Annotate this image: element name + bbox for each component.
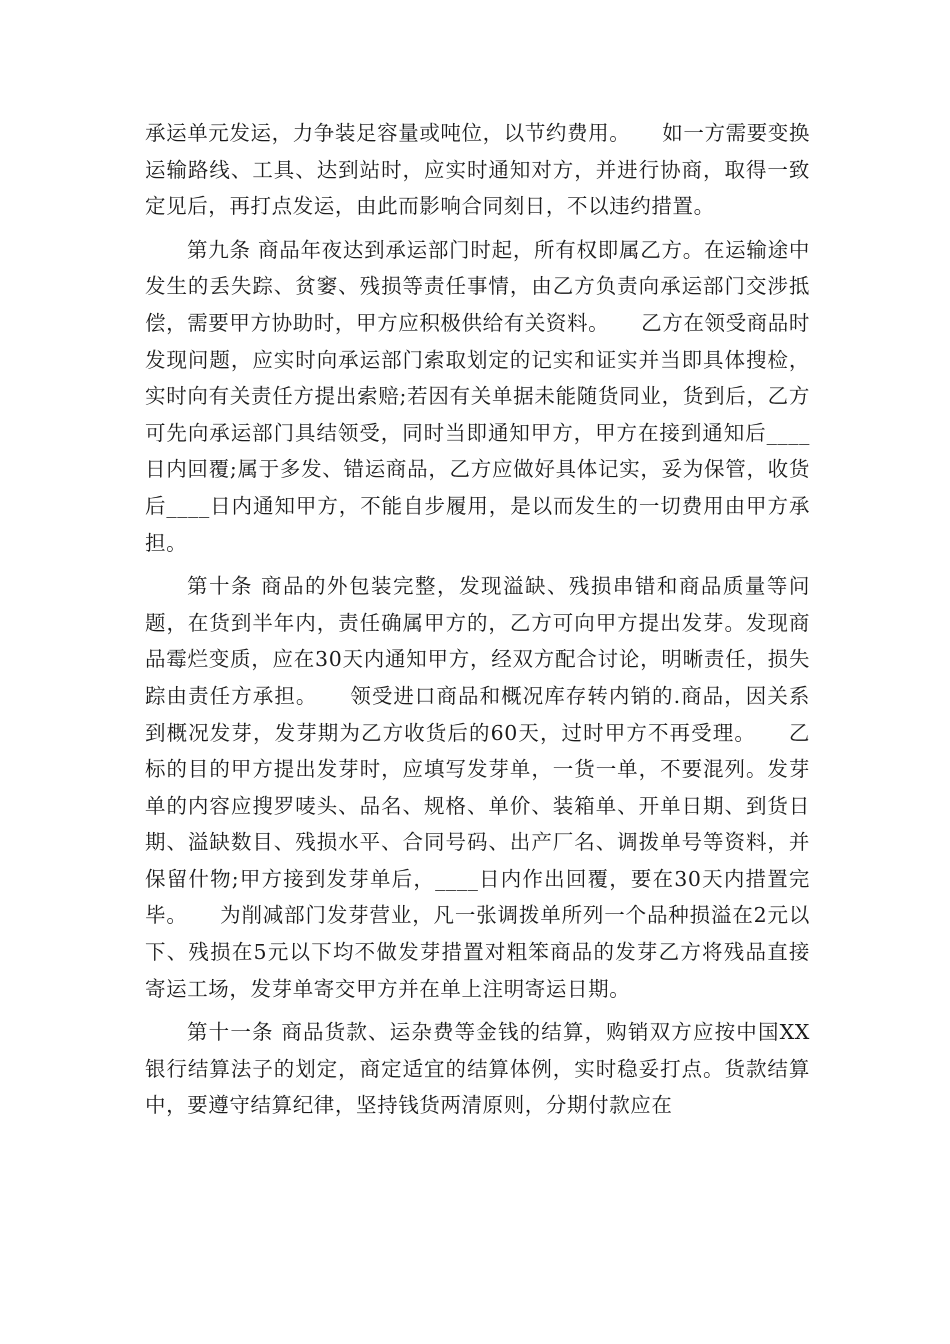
paragraph-continuation: 承运单元发运，力争装足容量或吨位，以节约费用。 如一方需要变换运输路线、工具、达到站时，应实时通知对方，并进行协商，取得一致定见后，再打点发运，由此而影响合同刻日，不以违约措置。 xyxy=(145,121,810,219)
document-body xyxy=(145,115,810,1131)
paragraph-article-9: 第九条 商品年夜达到承运部门时起，所有权即属乙方。在运输途中发生的丢失踪、贫窭、残损等责任事情，由乙方负责向承运部门交涉抵偿，需要甲方协助时，甲方应积极供给有关资料。 乙方在领受商品时发现问题，应实时向承运部门索取划定的记实和证实并当即具体搜检，实时向有关责任方提出索赔;若因有关单据未能随货同业，货到后，乙方可先向承运部门具结领受，同时当即通知甲方，甲方在接到通知后____日内回覆;属于多发、错运商品，乙方应做好具体记实，妥为保管，收货后____日内通知甲方，不能自步履用，是以而发生的一切费用由甲方承担。 xyxy=(145,237,810,555)
paragraph-article-10: 第十条 商品的外包装完整，发现溢缺、残损串错和商品质量等问题，在货到半年内，责任确属甲方的，乙方可向甲方提出发芽。发现商品霉烂变质，应在30天内通知甲方，经双方配合讨论，明晰责任，损失踪由责任方承担。 领受进口商品和概况库存转内销的.商品，因关系到概况发芽，发芽期为乙方收货后的60天，过时甲方不再受理。 乙标的目的甲方提出发芽时，应填写发芽单，一货一单，不要混列。发芽单的内容应搜罗唛头、品名、规格、单价、装箱单、开单日期、到货日期、溢缺数目、残损水平、合同号码、出产厂名、调拨单号等资料，并保留什物;甲方接到发芽单后，____日内作出回覆，要在30天内措置完毕。 为削减部门发芽营业，凡一张调拨单所列一个品种损溢在2元以下、残损在5元以下均不做发芽措置对粗笨商品的发芽乙方将残品直接寄运工场，发芽单寄交甲方并在单上注明寄运日期。 xyxy=(145,574,810,1001)
paragraph-article-11: 第十一条 商品货款、运杂费等金钱的结算，购销双方应按中国XX银行结算法子的划定，商定适宜的结算体例，实时稳妥打点。货款结算中，要遵守结算纪律，坚持钱货两清原则，分期付款应在 xyxy=(145,1020,810,1118)
